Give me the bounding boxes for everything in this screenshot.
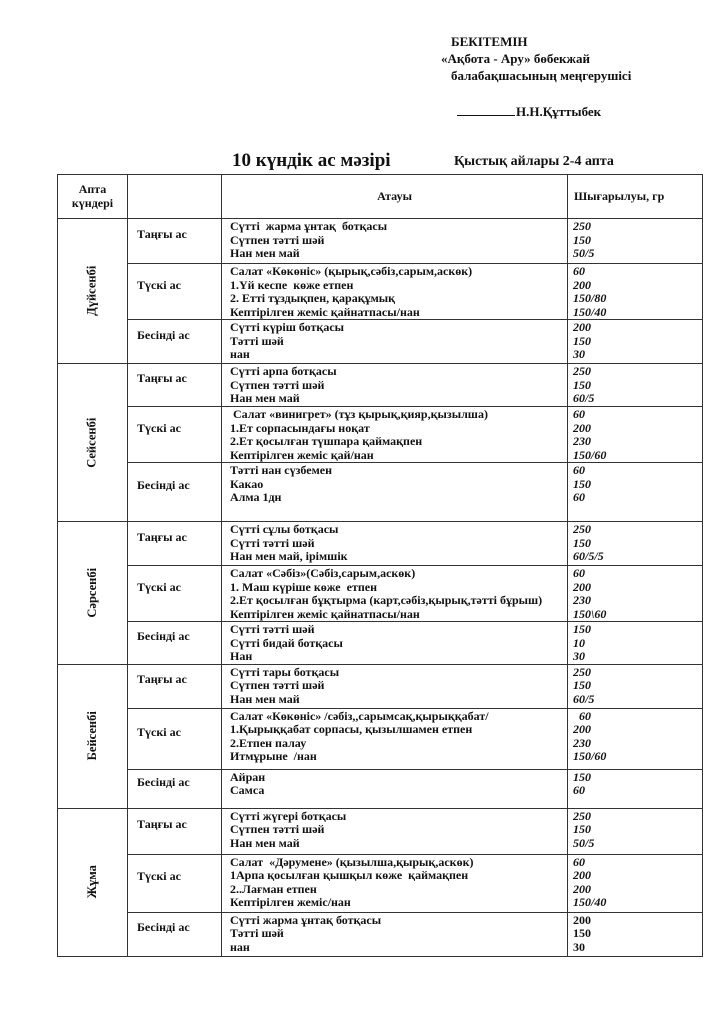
dish-name: нан — [230, 347, 250, 361]
dish-name: Нан мен май — [230, 691, 300, 706]
dish-name: Нан мен май — [230, 246, 300, 260]
meal-cell — [128, 566, 222, 622]
dish-name: Нан — [230, 649, 253, 663]
day-cell — [58, 522, 128, 665]
dish-name: 2.Ет қосылған түшпара қаймақпен — [230, 434, 423, 448]
dish-name: Сүтті тәтті шәй — [230, 535, 315, 550]
dish-name: Сүтті жарма ұнтақ ботқасы — [230, 912, 382, 927]
dish-name: Итмұрыне /нан — [230, 749, 317, 763]
quantity-list — [568, 407, 703, 463]
day-cell — [58, 664, 128, 808]
dish-name: 1.Қырыққабат сорпасы, қызылшамен етпен — [230, 722, 473, 736]
dish-quantity: 150 — [573, 622, 591, 636]
meal-label: Таңғы ас — [137, 672, 187, 687]
dish-quantity: 200 — [573, 420, 591, 435]
dish-quantity: 30 — [573, 649, 585, 663]
meal-row — [58, 622, 703, 665]
meal-label: Таңғы ас — [137, 817, 187, 832]
dish-quantity: 200 — [573, 722, 591, 736]
meal-label: Таңғы ас — [137, 371, 187, 386]
dish-quantity: 30 — [573, 939, 585, 954]
dish-name: Сүтпен тәтті шәй — [230, 822, 325, 836]
quantity-list — [568, 522, 703, 566]
quantity-list — [568, 264, 703, 320]
dish-list — [222, 219, 568, 264]
meal-cell — [128, 463, 222, 522]
quantity-list — [568, 769, 703, 808]
dish-name: Сүтті арпа ботқасы — [230, 364, 337, 378]
meal-label: Таңғы ас — [137, 529, 187, 544]
quantity-list — [568, 808, 703, 854]
dish-list — [222, 664, 568, 708]
dish-name: нан — [230, 939, 250, 954]
meal-row — [58, 320, 703, 364]
meal-row — [58, 566, 703, 622]
meal-cell — [128, 522, 222, 566]
dish-quantity: 230 — [573, 434, 591, 448]
dish-name: Салат «Дәрумене» (қызылша,қырық,аскөк) — [230, 854, 474, 869]
day-label: Сейсенбі — [84, 417, 99, 468]
dish-list — [222, 769, 568, 808]
header-output: Шығарылуы, гр — [568, 175, 703, 219]
dish-name: Какао — [230, 476, 264, 491]
dish-quantity: 60 — [573, 490, 585, 504]
dish-name: Салат «винигрет» (тұз қырық,қияр,қызылша) — [230, 407, 488, 421]
dish-quantity: 150/60 — [573, 749, 607, 763]
dish-name: Салат «Көкөніс» /сәбіз,,сарымсақ,қырыққабат/ — [230, 708, 489, 723]
dish-quantity: 150/40 — [573, 895, 607, 909]
day-label: Сәрсенбі — [84, 567, 99, 618]
meal-row — [58, 808, 703, 854]
dish-list — [222, 854, 568, 912]
dish-name: Сүтпен тәтті шәй — [230, 232, 325, 247]
dish-quantity: 250 — [573, 808, 591, 823]
dish-name: Тәтті шәй — [230, 926, 284, 940]
meal-row — [58, 854, 703, 912]
quantity-list — [568, 463, 703, 522]
dish-quantity: 200 — [573, 868, 591, 882]
dish-name: Сүтті күріш ботқасы — [230, 320, 345, 334]
dish-quantity: 200 — [573, 320, 591, 334]
meal-cell — [128, 264, 222, 320]
dish-quantity: 60 — [573, 264, 585, 278]
dish-quantity: 250 — [573, 664, 591, 679]
meal-label: Түскі ас — [137, 579, 181, 594]
dish-quantity: 150 — [573, 769, 591, 784]
meal-cell — [128, 364, 222, 407]
dish-name: 2.Етпен палау — [230, 735, 307, 750]
header-days: Апта күндері — [58, 175, 128, 219]
dish-name: Сүтпен тәтті шәй — [230, 377, 325, 392]
dish-list — [222, 463, 568, 522]
header-name: Атауы — [222, 175, 568, 219]
dish-name: Кептірілген жеміс қайнатпасы/нан — [230, 304, 420, 319]
dish-quantity: 60 — [573, 854, 585, 869]
dish-name: Сүтті жарма ұнтақ ботқасы — [230, 219, 388, 233]
dish-quantity: 60/5 — [573, 691, 595, 706]
dish-name: 1. Маш күріше көже етпен — [230, 579, 377, 594]
meal-label: Бесінді ас — [137, 327, 190, 342]
signature-line — [457, 103, 515, 116]
dish-name: Кептірілген жеміс/нан — [230, 895, 351, 909]
dish-name: Тәтті нан сүзбемен — [230, 463, 333, 477]
meal-row — [58, 912, 703, 956]
dish-list — [222, 320, 568, 364]
dish-list — [222, 622, 568, 665]
quantity-list — [568, 708, 703, 769]
dish-quantity: 50/5 — [573, 835, 595, 850]
meal-row — [58, 364, 703, 407]
dish-quantity: 150\60 — [573, 606, 607, 621]
dish-name: 2. Етті тұздықпен, қарақұмық — [230, 291, 396, 305]
dish-quantity: 200 — [573, 277, 591, 292]
dish-quantity: 60 — [573, 708, 591, 723]
dish-list — [222, 708, 568, 769]
meal-cell — [128, 808, 222, 854]
dish-name: Айран — [230, 769, 266, 784]
page-title: 10 күндік ас мәзірі — [232, 150, 391, 171]
dish-name: Нан мен май, ірімшік — [230, 549, 348, 563]
dish-quantity: 250 — [573, 364, 591, 378]
dish-name: Самса — [230, 783, 265, 797]
quantity-list — [568, 364, 703, 407]
meal-cell — [128, 622, 222, 665]
meal-cell — [128, 219, 222, 264]
dish-quantity: 150 — [573, 476, 591, 491]
meal-cell — [128, 854, 222, 912]
dish-quantity: 250 — [573, 522, 591, 536]
meal-label: Бесінді ас — [137, 629, 190, 643]
meal-label: Түскі ас — [137, 277, 181, 292]
dish-quantity: 60 — [573, 566, 585, 580]
meal-cell — [128, 320, 222, 364]
dish-quantity: 150/80 — [573, 291, 607, 305]
dish-name: Алма 1дн — [230, 490, 282, 504]
dish-name: Тәтті шәй — [230, 333, 284, 348]
quantity-list — [568, 566, 703, 622]
meal-cell — [128, 664, 222, 708]
dish-quantity: 50/5 — [573, 246, 595, 260]
meal-row — [58, 664, 703, 708]
dish-name: Нан мен май — [230, 391, 300, 405]
dish-quantity: 60 — [573, 463, 585, 477]
dish-list — [222, 522, 568, 566]
day-cell — [58, 808, 128, 956]
meal-label: Бесінді ас — [137, 774, 190, 789]
dish-list — [222, 407, 568, 463]
header-row — [58, 175, 703, 219]
meal-label: Таңғы ас — [137, 227, 187, 242]
dish-list — [222, 808, 568, 854]
meal-row — [58, 708, 703, 769]
menu-table — [57, 174, 703, 957]
meal-row — [58, 219, 703, 264]
dish-list — [222, 912, 568, 956]
dish-name: Сүтті тары ботқасы — [230, 664, 340, 679]
dish-list — [222, 264, 568, 320]
quantity-list — [568, 664, 703, 708]
dish-quantity: 60 — [573, 783, 585, 797]
meal-cell — [128, 769, 222, 808]
dish-name: 2..Лағман етпен — [230, 881, 317, 896]
dish-quantity: 200 — [573, 579, 591, 594]
day-cell — [58, 364, 128, 522]
signature-name: Н.Н.Құттыбек — [516, 104, 602, 119]
dish-quantity: 150 — [573, 678, 591, 692]
approval-heading: БЕКІТЕМІН — [451, 34, 528, 49]
quantity-list — [568, 320, 703, 364]
day-label: Бейсенбі — [84, 711, 99, 761]
dish-name: 1Арпа қосылған қышқыл көже қаймақпен — [230, 868, 469, 882]
dish-quantity: 150 — [573, 333, 591, 348]
dish-name: Сүтпен тәтті шәй — [230, 678, 325, 692]
dish-name: 2.Ет қосылған бұқтырма (карт,сәбіз,қырық,тәтті бұрыш) — [230, 593, 543, 607]
dish-quantity: 60 — [573, 407, 585, 421]
dish-name: Салат «Сәбіз»(Сәбіз,сарым,аскөк) — [230, 566, 416, 580]
dish-name: Сүтті сұлы ботқасы — [230, 522, 339, 536]
dish-quantity: 150 — [573, 232, 591, 247]
dish-quantity: 10 — [573, 635, 585, 650]
dish-quantity: 150 — [573, 822, 591, 836]
dish-quantity: 230 — [573, 735, 591, 750]
meal-label: Бесінді ас — [137, 920, 190, 935]
approval-organization: «Ақбота - Ару» бөбекжай — [441, 51, 590, 66]
dish-quantity: 60/5/5 — [573, 549, 604, 563]
signature-row — [441, 103, 631, 120]
meal-cell — [128, 708, 222, 769]
meal-cell — [128, 407, 222, 463]
dish-name: Кептірілген жеміс қайнатпасы/нан — [230, 606, 420, 621]
day-cell — [58, 219, 128, 364]
dish-quantity: 200 — [573, 912, 591, 927]
dish-name: Кептірілген жеміс қай/нан — [230, 447, 374, 462]
meal-row — [58, 522, 703, 566]
dish-quantity: 150 — [573, 535, 591, 550]
meal-cell — [128, 912, 222, 956]
day-label: Жұма — [84, 865, 99, 899]
approval-block — [441, 33, 631, 120]
quantity-list — [568, 854, 703, 912]
meal-row — [58, 264, 703, 320]
dish-list — [222, 566, 568, 622]
dish-name: Сүтті тәтті шәй — [230, 622, 315, 636]
dish-list — [222, 364, 568, 407]
day-label: Дүйсенбі — [84, 265, 99, 317]
dish-name: Сүтті жүгері ботқасы — [230, 808, 347, 823]
dish-name: Сүтті бидай ботқасы — [230, 635, 343, 650]
dish-quantity: 150 — [573, 926, 591, 940]
quantity-list — [568, 622, 703, 665]
quantity-list — [568, 912, 703, 956]
dish-quantity: 200 — [573, 881, 591, 896]
quantity-list — [568, 219, 703, 264]
dish-quantity: 30 — [573, 347, 585, 361]
approval-position: балабақшасының меңгерушісі — [451, 68, 632, 83]
menu-body — [58, 219, 703, 957]
dish-quantity: 60/5 — [573, 391, 595, 405]
dish-quantity: 150/40 — [573, 304, 607, 319]
dish-name: Нан мен май — [230, 835, 300, 850]
dish-name: 1.Ет сорпасындағы ноқат — [230, 420, 370, 435]
meal-label: Түскі ас — [137, 420, 181, 435]
meal-row — [58, 769, 703, 808]
dish-quantity: 150 — [573, 377, 591, 392]
dish-name: Салат «Көкөніс» (қырық,сәбіз,сарым,аскөк) — [230, 264, 473, 278]
meal-label: Түскі ас — [137, 724, 181, 739]
dish-name: 1.Үй кеспе көже етпен — [230, 277, 354, 292]
page-subtitle: Қыстық айлары 2-4 апта — [454, 154, 614, 169]
meal-row — [58, 463, 703, 522]
dish-quantity: 150/60 — [573, 447, 607, 462]
dish-quantity: 230 — [573, 593, 591, 607]
dish-quantity: 250 — [573, 219, 591, 233]
header-meal — [128, 175, 222, 219]
meal-row — [58, 407, 703, 463]
meal-label: Түскі ас — [137, 869, 181, 884]
meal-label: Бесінді ас — [137, 478, 190, 493]
